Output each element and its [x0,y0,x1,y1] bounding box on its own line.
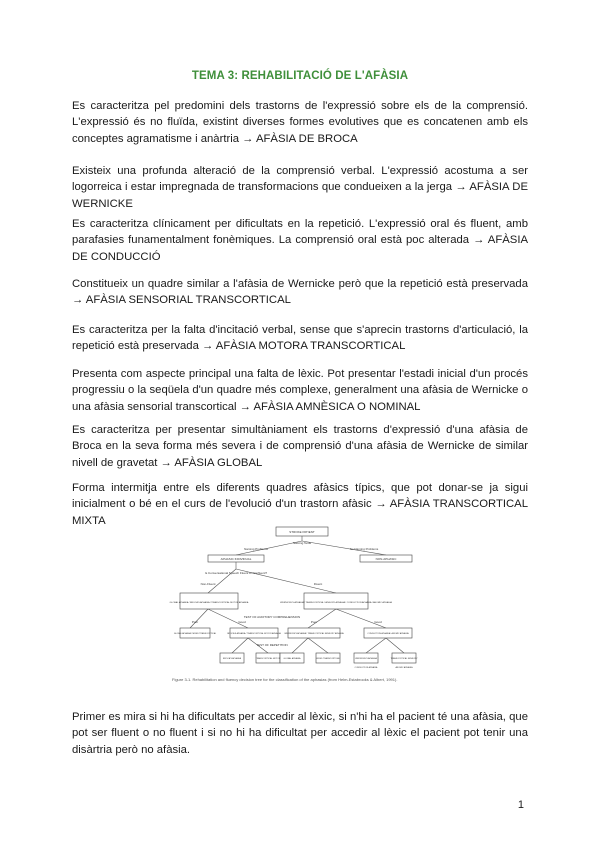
node-poor-left: Poor [191,620,199,624]
node-no-naming-problems: No Naming Problems [349,547,379,551]
node-auditory-test: TEST OF AUDITORY COMPREHENSION [243,615,301,619]
leaf-conduction: CONDUCTION APHASIA [354,667,378,669]
aphasia-decision-tree-figure [168,525,436,685]
paragraph-motor-transcortical: Es caracteritza per la falta d'incitació verbal, sense que s'aprecin trastorns d'articulació, la repetició està preservada → AFÀSIA MOTORA TRANSCORTICAL [72,324,528,353]
paragraph-global: Es caracteritza per presentar simultàniament els trastorns d'expressió d'una afàsia de Broca en la seva forma més severa i de comprensió d'una afàsia de Wernicke de similar nivell de gravetat → AFÀSIA GLOBAL [72,424,528,469]
node-fluency-question: Is Conversational Speech Fluent or Nonfluent? [204,571,268,575]
document-title: TEMA 3: REHABILITACIÓ DE L'AFÀSIA [191,70,409,82]
leaf-transcortical-motor: TRANSCORTICAL MOTOR [255,658,281,660]
node-naming-tests: Naming Tests [292,541,312,545]
paragraph-wernicke: Existeix una profunda alteració de la comprensió verbal. L'expressió acostuma a ser logorreica i estar impregnada de transformacions que condueixen a la jerga → AFÀSIA DE WERNICKE [72,165,528,210]
leaf-broca: BROCA'S APHASIA [223,658,241,660]
leaf-mixed-transcortical: MIXED TRANSCORTICAL [316,658,340,660]
node-fluent-group: WERNICKE'S APHASIA / TRANSCORTICAL SENSORY APHASIA / CONDUCTION APHASIA / ANOMIC APHASIA [280,602,392,604]
node-aphasic: APHASIC INDIVIDUAL [220,557,252,561]
node-good-right: Good [374,620,382,624]
node-wernicke-tcs: WERNICKE'S APHASIA / TRANSCORTICAL SENSORY APHASIA [284,633,344,635]
node-poor-right: Poor [310,620,318,624]
node-fluent: Fluent [313,582,323,586]
node-nonfluent-group: GLOBAL APHASIA / BROCA'S APHASIA / TRANSCORTICAL MOTOR APHASIA [169,602,249,604]
node-stroke-patient: STROKE PATIENT [289,530,315,534]
node-naming-problems: Naming Problems [244,547,268,551]
node-repetition-test: TEST OF REPETITION [256,643,288,647]
leaf-transcortical-sensory: TRANSCORTICAL SENSORY [390,658,418,660]
paragraph-conduction: Es caracteritza clínicament per dificultats en la repetició. L'expressió oral és fluent, amb parafasies funamentalment fonèmiques. La comprensió oral està poc alterada → AFÀSIA DE CONDUCCIÓ [72,218,528,263]
figure-caption: Figure 3-1. Rehabilitation and fluency decision tree for the classification of the aphasias (from Helm-Estabrooks & Albert, 1991). [172,677,398,682]
paragraph-mixed-transcortical: Forma intermitja entre els diferents quadres afàsics típics, que pot donar-se ja sigui inicialment o bé en el curs de l'evolució d'un trastorn afàsic → AFÀSIA TRANSCORTICAL MIXTA [72,482,528,527]
node-broca-tcm: BROCA'S APHASIA / TRANSCORTICAL MOTOR APHASIA [227,633,281,635]
node-conduction-anomic: CONDUCTION APHASIA / ANOMIC APHASIA [367,633,409,635]
node-non-aphasic: NON-APHASIC [375,557,397,561]
page-number: 1 [517,799,524,811]
paragraph-sensory-transcortical: Constitueix un quadre similar a l'afàsia de Wernicke però que la repetició està preservada → AFÀSIA SENSORIAL TRANSCORTICAL [72,278,528,307]
leaf-global: GLOBAL APHASIA [283,658,301,660]
leaf-anomic: ANOMIC APHASIA [395,667,413,669]
node-nonfluent: Non-Fluent [200,582,216,586]
node-good-left: Good [238,620,246,624]
node-global-mixed: GLOBAL APHASIA / MIXED TRANSCORTICAL [173,633,217,635]
paragraph-anomic: Presenta com aspecte principal una falta de lèxic. Pot presentar l'estadi inicial d'un procés progressiu o la seqüela d'un quadre més complexe, generalment una afàsia de Wernicke o una afàsia sensorial transcortical → AFÀSIA AMNÈSICA O NOMINAL [72,368,528,413]
leaf-wernicke: WERNICKE'S APHASIA [355,658,377,660]
paragraph-conclusion: Primer es mira si hi ha dificultats per accedir al lèxic, si n'hi ha el pacient té una afàsia, que pot ser fluent o no fluent i si no hi ha dificultat per accedir al lèxic el pacient pot tenir una disàrtria però no afàsia. [72,711,528,756]
paragraph-broca: Es caracteritza pel predomini dels trastorns de l'expressió sobre els de la comprensió. L'expressió és no fluïda, existint diverses formes evolutives que es concatenen amb els conceptes agramatisme i anàrtria → AFÀSIA DE BROCA [72,100,528,145]
